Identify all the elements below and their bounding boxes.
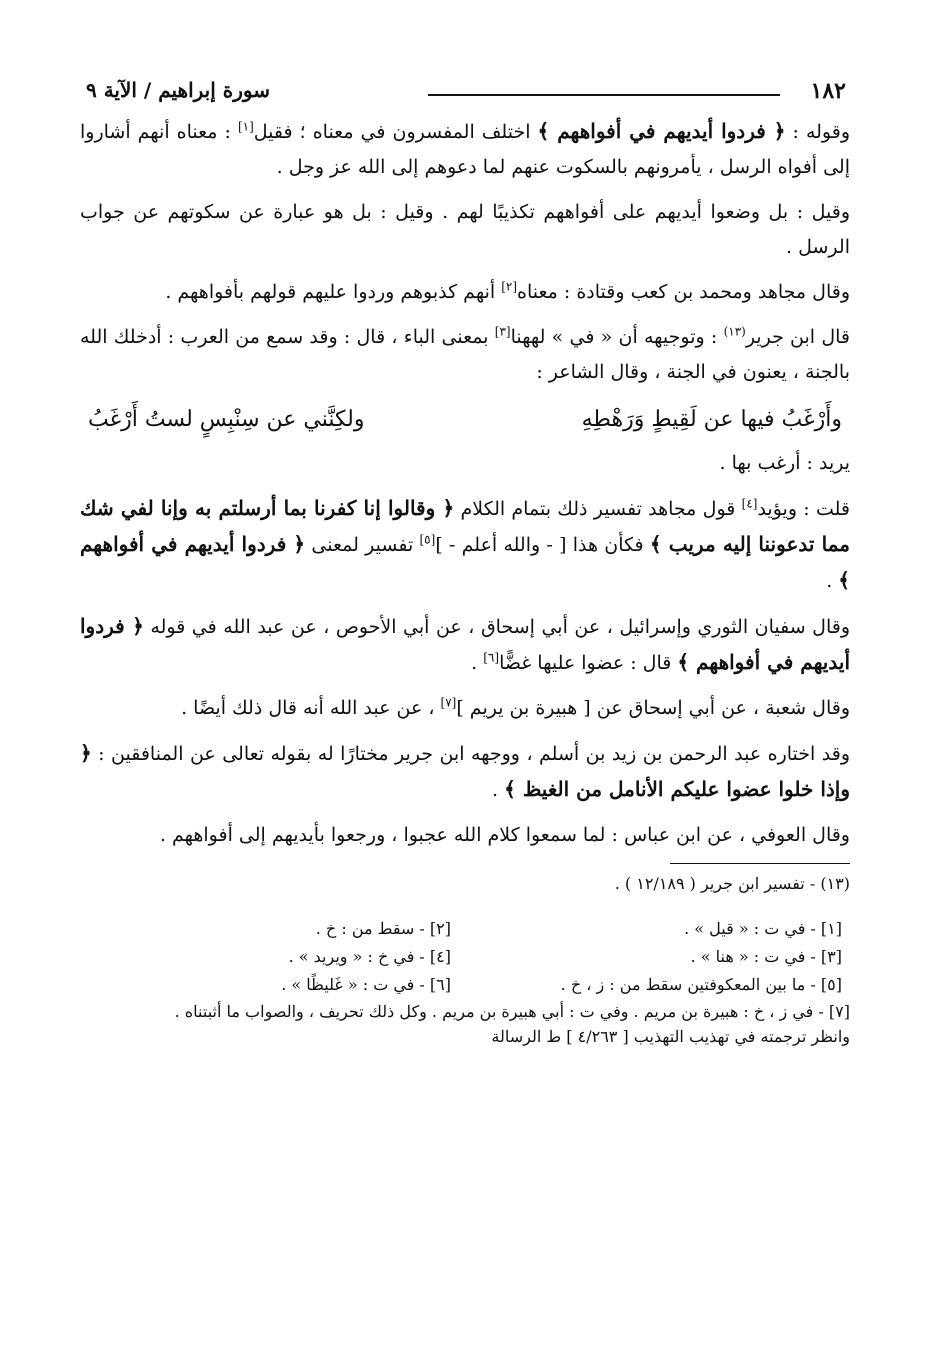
text-span: يريد : أرغب بها . xyxy=(719,452,850,474)
verse-first-hemistich: وأَرْغَبُ فيها عن لَقِيطٍ وَرَهْطِهِ xyxy=(581,407,842,432)
poetry-verse xyxy=(88,400,842,440)
footnote-marker: [٥] xyxy=(419,532,436,547)
text-span: تفسير لمعنى xyxy=(305,534,420,556)
verse-second-hemistich: ولكِنَّني عن سِنْبِسٍ لستُ أَرْغَبُ xyxy=(88,407,365,432)
running-title: سورة إبراهيم / الآية ٩ xyxy=(86,78,270,102)
footnote-marker: [٧] xyxy=(440,695,457,710)
text-span: أنهم كذبوهم وردوا عليهم قولهم بأفواههم . xyxy=(165,281,502,303)
footnote-marker: [٢] xyxy=(501,279,518,294)
footnote-marker: [٤] xyxy=(741,496,758,511)
text-span: وقال سفيان الثوري وإسرائيل ، عن أبي إسحاق ، عن أبي الأحوص ، عن عبد الله في قوله xyxy=(143,616,851,638)
text-span: اختلف المفسرون في معناه ؛ فقيل xyxy=(253,121,538,143)
footnote-7-line-1: [٧] - في ز ، خ : هبيرة بن مريم . وفي ت : أبي هبيرة بن مريم . وكل ذلك تحريف ، والصواب ما أثبتناه . xyxy=(174,1002,850,1021)
footnote-4: [٤] - في خ : « ويريد » . xyxy=(288,947,451,966)
header-rule xyxy=(428,94,780,96)
text-span: بمعنى الباء ، قال : وقد سمع من العرب : أدخلك الله بالجنة ، يعنون في الجنة ، وقال الشاعر : xyxy=(80,326,850,383)
paragraph xyxy=(80,609,850,681)
text-span: قلت : ويؤيد xyxy=(757,498,850,520)
paragraph xyxy=(80,114,850,185)
footnote-separator xyxy=(670,863,850,864)
footnote-1: [١] - في ت : « قيل » . xyxy=(684,919,842,938)
quran-quote: ﴿ فردوا أيديهم في أفواههم ﴾ xyxy=(537,119,786,143)
body-text-bottom xyxy=(80,446,850,853)
footnote-main: (١٣) - تفسير ابن جرير ( ١٢/١٨٩ ) . xyxy=(614,874,850,893)
paragraph xyxy=(80,320,850,390)
footnote-6: [٦] - في ت : « غَليظًا » . xyxy=(281,975,451,994)
quran-quote: ﴿ وقالوا إنا كفرنا بما أرسلتم به وإنا لفي شك مما تدعوننا إليه مريب ﴾ xyxy=(80,496,850,556)
quran-quote: ﴿ فردوا أيديهم في أفواههم ﴾ xyxy=(80,532,850,592)
page xyxy=(80,70,850,1049)
text-span: : وتوجيهه أن « في » لههنا xyxy=(510,326,724,348)
text-span: وقوله : xyxy=(785,121,851,143)
footnotes-grid xyxy=(80,915,850,999)
text-span: وقيل : بل وضعوا أيديهم على أفواههم تكذيبًا لهم . وقيل : بل هو عبارة عن سكوتهم عن جواب الرسل . xyxy=(80,201,850,258)
paragraph xyxy=(80,446,850,481)
text-span: . xyxy=(826,570,839,592)
text-span: . xyxy=(471,652,484,674)
footnote-7 xyxy=(80,999,850,1049)
text-span: وقال مجاهد ومحمد بن كعب وقتادة : معناه xyxy=(517,281,850,303)
text-span: قال : عضوا عليها غضًّا xyxy=(499,652,678,674)
paragraph xyxy=(80,491,850,599)
text-span: . xyxy=(492,779,505,801)
text-span: قول مجاهد تفسير ذلك بتمام الكلام xyxy=(454,498,742,520)
footnote-5: [٥] - ما بين المعكوفتين سقط من : ز ، خ . xyxy=(560,975,842,994)
footnote-2: [٢] - سقط من : خ . xyxy=(315,919,451,938)
page-header xyxy=(80,70,850,114)
footnote-3: [٣] - في ت : « هنا » . xyxy=(690,947,842,966)
text-span: ، عن عبد الله أنه قال ذلك أيضًا . xyxy=(181,697,441,719)
paragraph xyxy=(80,818,850,853)
footnote-marker: [١] xyxy=(237,119,254,134)
paragraph xyxy=(80,275,850,310)
text-span: قال ابن جرير xyxy=(745,326,850,348)
text-span: وقد اختاره عبد الرحمن بن زيد بن أسلم ، ووجهه ابن جرير مختارًا له بقوله تعالى عن المنافقين : xyxy=(91,743,850,765)
quran-quote: ﴿ وإذا خلوا عضوا عليكم الأنامل من الغيظ ﴾ xyxy=(80,741,850,801)
text-span: : معناه أنهم أشاروا إلى أفواه الرسل ، يأمرونهم بالسكوت عنهم لما دعوهم إلى الله عز وجل . xyxy=(80,121,850,178)
text-span: فكأن هذا [ - والله أعلم - ] xyxy=(435,534,650,556)
footnote-marker: [٣] xyxy=(494,324,511,339)
footnote-marker: [٦] xyxy=(483,650,500,665)
footnote-7-line-2: وانظر ترجمته في تهذيب التهذيب [ ٤/٢٦٣ ] ط الرسالة xyxy=(491,1027,850,1046)
body-text-top xyxy=(80,114,850,390)
paragraph xyxy=(80,195,850,265)
paragraph xyxy=(80,691,850,726)
page-number: ١٨٢ xyxy=(810,78,846,104)
text-span: وقال العوفي ، عن ابن عباس : لما سمعوا كلام الله عجبوا ، ورجعوا بأيديهم إلى أفواههم . xyxy=(159,824,850,846)
quran-quote: ﴿ فردوا أيديهم في أفواههم ﴾ xyxy=(80,614,850,674)
paragraph xyxy=(80,736,850,808)
footnote-marker: (١٣) xyxy=(723,324,746,339)
text-span: وقال شعبة ، عن أبي إسحاق عن [ هبيرة بن يريم ] xyxy=(456,697,850,719)
